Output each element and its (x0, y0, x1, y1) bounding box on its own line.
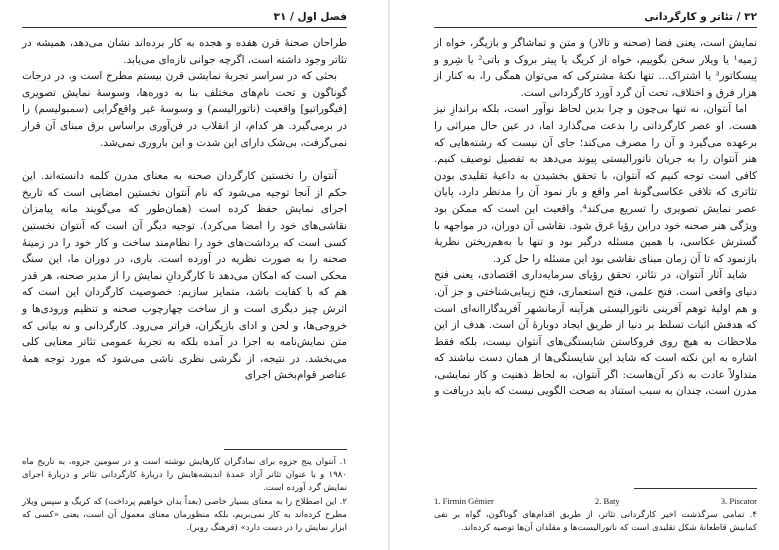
footnote: ۱. آنتوان پنج جزوه برای نمادگران کارهایش نوشته است و در سومین جزوه، به تاریخ ماه ۱۹۸۰ و با عنوان تئاتر آزاد عمدهٔ اندیشه‌هایش را دربارهٔ کارگردانی تئاتر و دربارهٔ اجرای نمایش گرد آورده است. (22, 457, 347, 493)
latin-note: 2. Baty (594, 496, 620, 506)
body-paragraph: نمایش است، یعنی فضا (صحنه و تالار) و متن و تماشاگر و بازیگر، خواه از ژمیه¹ یا ویلار سخن بگوییم، خواه از کریگ یا پیتر بروک و باتی² یا شِرو و پیسکاتور³ یا اشتراک... تنها نکتهٔ مشترکی که می‌توان همگی را، به کنار از هزار فرق و اختلاف، تحت آن گرد آورد کارگردانی است. (434, 37, 758, 99)
running-head-right (434, 10, 757, 28)
body-paragraph: اما آنتوان، نه تنها بی‌چون و چرا بدین لحاظ نوآور است، بلکه براندازِ نیز هست. او عصر کارگردانی را بدعت می‌گذارد اما، در عین حال میراثی را برعهده می‌گیرد و آن را مصرف می‌کند؛ جای آن نیست که رشته‌هایی که هنر آنتوان را به جریان ناتورالیستی پیوند می‌دهد به تفصیل توصیف کنیم. کافی است توجه کنیم که آنتوان، با تحقق بخشیدن به داعیهٔ تقلیدی بودن تئاتری که تلاقی عکاسی‌گونهٔ امر واقع و باز نمود آن را مدنظر دارد، پایان عصر نمایش تصویری را تسریع می‌کند⁴. واقعیت این است که ممکن بود ویژگی هنر صحنه خود دراین رؤیا غرق شود. نقاشی آن دوران، در مواجهه با گسترش عکاسی، با همین مسئله درگیر بود و تنها با به‌هم‌ریختن نظریهٔ بازنمود که تا آن زمان مبنای نقاشی بود این مسئله را حل کرد. (434, 103, 757, 265)
latin-note: 3. Piscator (720, 496, 757, 506)
footnotes-left (0, 449, 389, 536)
left-page (0, 0, 389, 550)
footnotes-right (390, 488, 779, 536)
footnote-rule (634, 488, 757, 489)
body-paragraph: آنتوان را نخستین کارگردان صحنه به معنای مدرن کلمه دانسته‌اند. این حکم از آنجا توجیه می‌شود که نام آنتوان نخستین امضایی است که تاریخ اجرای نمایش حفظ کرده است (همان‌طور که می‌گویند مانه پیامزان نقاشی‌های خود را امضا می‌کرد). توجیه دیگر آن است که آنتوان نخستین کسی است که برداشت‌های خود را نظام‌مند ساخت و کار خود را در زمینهٔ صحنه را به صورت نظریه در آورده است. باری، در دوران ما، این سنگ محکی است که امکان می‌دهد تا کارگردانِ نمایش را از مدیر صحنه، هر قدر هم که با کفایت باشد، متمایز سازیم: خصوصیت کارگردان این است که اثرش چیز دیگری است و از ساخت چهارچوب صحنه و تنظیم ورودی‌ها و خروجی‌ها، و لحن و ادای بازیگران، فراتر می‌رود. کارگردانی و نه بیانی که متن نمایش‌نامه به اجرا در آمده بلکه به تجربهٔ عمومی تئاتر معنایی کلی می‌بخشد. در نتیجه، از نگرشی نظری ناشی می‌شود که مورد توجه همهٔ عناصر قوام‌بخش اجرای (22, 170, 347, 382)
latin-note: 1. Firmin Gémier (434, 496, 494, 506)
chapter-header: فصل اول / ۳۱ (273, 11, 347, 23)
footnote: ۲. این اصطلاح را به معنای بسیار خاصی (بعداً بدان خواهیم پرداخت) که کریگ و سپس ویلار مطرح کرده‌اند به کار نمی‌بریم، بلکه منظورمان معنای معمول آن است، یعنی «کسی که ابزار نمایش را در دست دارد» (فرهنگ روبر). (22, 497, 347, 533)
body-paragraph: شاید آثار آنتوان، در تئاتر، تحقق رؤیای سرمایه‌داری اقتصادی، یعنی فتح دنیای واقعی است. فتح علمی، فتح استعماری، فتح زیبایی‌شناختی و جز آن. و هم اولیهٔ توهم آفرینی ناتورالیستی هرآینه آرمانشهر آفریدگاراانه‌ای است که هدفش اثبات تسلط بر دنیا از طریق ایجاد دوبارهٔ آن است. هدف از این ملاحظات به هیچ روی فروکاستن شایستگی‌های آنتوان نیست، بلکه فقط اشاره به این نکته است که شاید این شایستگی‌ها از همان دست نباشند که متداولاً عادت به ذکر آن‌هاست: اگر آنتوان، به لحاظ ذهنیت و کار نمایشی، مدرن است، چندان به سبب استناد به صحت الگویی نیست که باید دریافت و (434, 269, 757, 398)
body-paragraph: بحثی که در سراسر تجربهٔ نمایشی قرن بیستم مطرح است و، در درجات گوناگون و تحت نام‌های مختلف بنا به دوره‌ها، وسوسهٔ نمایش تصویری [فیگوراتیو] واقعیت (ناتورالیسم) و وسوسهٔ غیر واقع‌گرایی (سمبولیسم) را در برمی‌گیرد. هر کدام، از انقلاب در فن‌آوری براساس برق مبنای آن قرار نمی‌گرفت، بی‌شک دارای این شدت و این باروری نمی‌شد. (22, 70, 347, 149)
book-title-header: ۳۲ / تئاتر و کارگردانی (644, 11, 757, 23)
footnote-rule (224, 449, 348, 450)
body-paragraph: طراحان صحنهٔ قرن هفده و هجده به کار برده‌اند نشان می‌دهد، همیشه در تئاتر وجود داشته است، اگرچه جوانی تازه‌ای می‌یابد. (22, 37, 347, 66)
right-page (390, 0, 779, 550)
latin-name-notes (434, 495, 757, 508)
running-head-left (22, 10, 347, 28)
footnote: ۴. تمامی سرگذشت اخیر کارگردانی تئاتر، از طریق اقدام‌های گوناگون، گواه بر نفی کمابیش قاطعانهٔ شکل تقلیدی است که ناتورالیست‌ها و مقلدان آن‌ها توصیه کرده‌اند. (434, 510, 757, 533)
